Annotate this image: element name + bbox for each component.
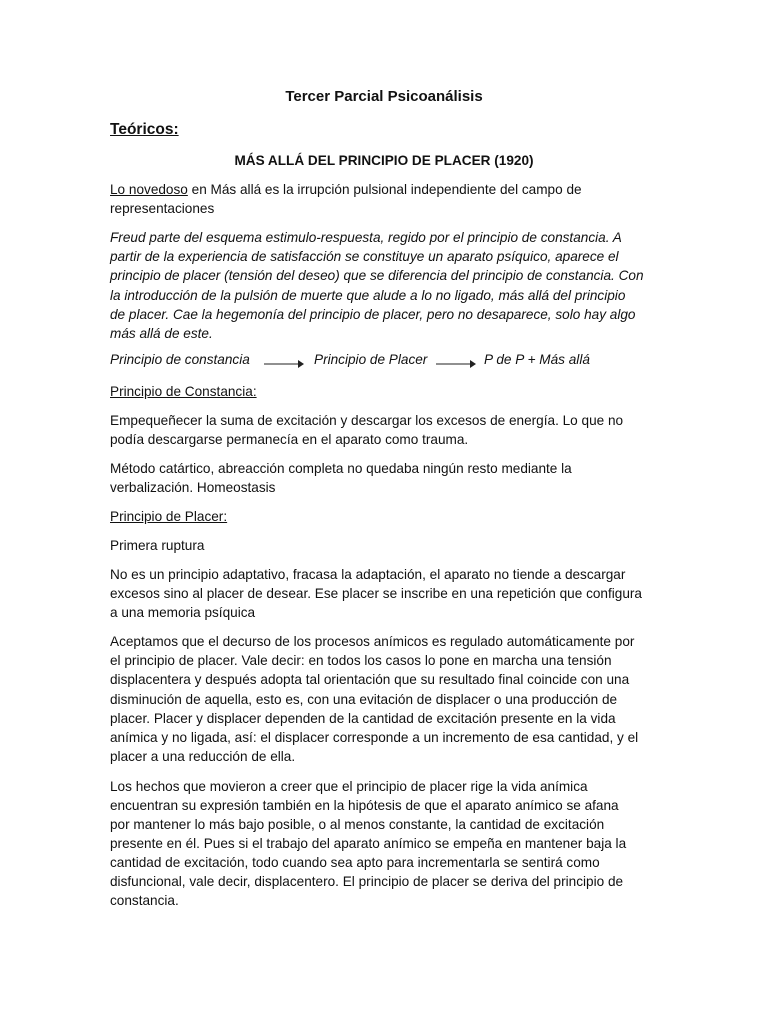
- intro-rest: en Más allá es la irrupción pulsional independiente del campo de: [187, 182, 582, 197]
- text-line: Método catártico, abreacción completa no quedaba ningún resto mediante la: [110, 461, 572, 476]
- italic-line: partir de la experiencia de satisfacción se constituye un aparato psíquico, aparece el: [110, 249, 619, 264]
- text-line: Aceptamos que el decurso de los procesos anímicos es regulado automáticamente por: [110, 634, 635, 649]
- intro-underlined: Lo novedoso: [110, 182, 188, 197]
- text-line: placer a una reducción de ella.: [110, 749, 296, 764]
- doc-title: Tercer Parcial Psicoanálisis: [285, 88, 483, 105]
- italic-line: la introducción de la pulsión de muerte que alude a lo no ligado, más allá del principio: [110, 288, 626, 303]
- text-line: cantidad de excitación, todo cuando sea apto para incrementarla se sentirá como: [110, 855, 600, 870]
- flow-step-mas-alla: P de P + Más allá: [484, 352, 590, 367]
- arrow-right-icon: [262, 352, 306, 372]
- text-line: placer. Placer y displacer dependen de la cantidad de excitación presente en la vida: [110, 711, 616, 726]
- text-line: anímica y no ligada, así: el displacer corresponde a un incremento de esa cantidad, y el: [110, 730, 639, 745]
- section-heading: Teóricos:: [110, 121, 179, 138]
- heading-placer: Principio de Placer:: [110, 509, 228, 524]
- text-line: podía descargarse permanecía en el aparato como trauma.: [110, 432, 469, 447]
- text-line: disminución de aquella, esto es, con una evitación de displacer o una producción de: [110, 692, 618, 707]
- text-line: displacentera y después adopta tal orientación que su resultado final coincide con una: [110, 672, 630, 687]
- flow-diagram: [0, 352, 768, 374]
- text-line: presente en él. Pues si el trabajo del aparato anímico se empeña en mantener baja la: [110, 836, 627, 851]
- text-line: encuentran su expresión también en la hipótesis de que el aparato anímico se afana: [110, 798, 619, 813]
- text-line: Empequeñecer la suma de excitación y descargar los excesos de energía. Lo que no: [110, 413, 624, 428]
- text-line: excesos sino al placer de desear. Ese placer se inscribe en una repetición que configura: [110, 586, 642, 601]
- intro-line-2: representaciones: [110, 201, 215, 216]
- text-line: No es un principio adaptativo, fracasa la adaptación, el aparato no tiende a descargar: [110, 567, 626, 582]
- text-line: Primera ruptura: [110, 538, 205, 553]
- text-line: por mantener lo más bajo posible, o al menos constante, la cantidad de excitación: [110, 817, 605, 832]
- text-line: el principio de placer. Vale decir: en todos los casos lo pone en marcha una tensión: [110, 653, 612, 668]
- italic-line: más allá de este.: [110, 326, 213, 341]
- italic-line: principio de placer (tensión del deseo) que se diferencia del principio de constancia. Con: [110, 268, 644, 283]
- arrow-right-icon: [434, 352, 478, 372]
- text-line: a una memoria psíquica: [110, 605, 256, 620]
- text-line: disfuncional, vale decir, displacentero. El principio de placer se deriva del principio de: [110, 874, 624, 889]
- text-line: Los hechos que movieron a creer que el principio de placer rige la vida anímica: [110, 779, 588, 794]
- flow-step-placer: Principio de Placer: [314, 352, 428, 367]
- italic-line: Freud parte del esquema estimulo-respuesta, regido por el principio de constancia. A: [110, 230, 622, 245]
- chapter-subtitle: MÁS ALLÁ DEL PRINCIPIO DE PLACER (1920): [234, 153, 534, 168]
- intro-line-1: [110, 180, 582, 199]
- flow-step-constancia: Principio de constancia: [110, 352, 250, 367]
- italic-line: de placer. Cae la hegemonía del principio de placer, pero no desaparece, solo hay algo: [110, 307, 636, 322]
- heading-constancia: Principio de Constancia:: [110, 384, 257, 399]
- text-line: verbalización. Homeostasis: [110, 480, 276, 495]
- text-line: constancia.: [110, 893, 179, 908]
